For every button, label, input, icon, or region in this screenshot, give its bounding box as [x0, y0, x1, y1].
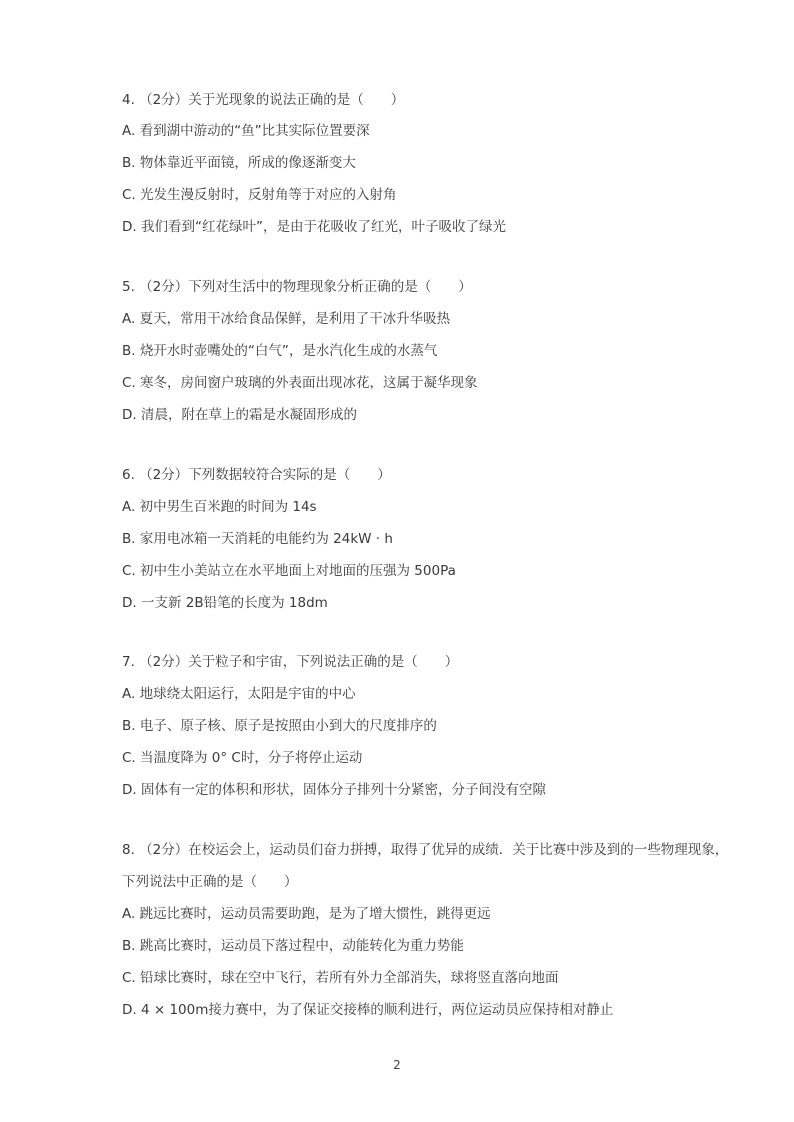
question-8-option-d: D. 4 × 100m接力赛中，为了保证交接棒的顺利进行，两位运动员应保持相对静止	[122, 1002, 614, 1018]
question-5-option-a: A. 夏天，常用干冰给食品保鲜，是利用了干冰升华吸热	[122, 311, 451, 327]
question-6-option-b: B. 家用电冰箱一天消耗的电能约为 24kW · h	[122, 531, 393, 547]
question-7-option-c: C. 当温度降为 0° C时，分子将停止运动	[122, 750, 363, 766]
question-8-option-c: C. 铅球比赛时，球在空中飞行，若所有外力全部消失，球将竖直落向地面	[122, 970, 559, 986]
page-number: 2	[393, 1058, 401, 1072]
question-5-option-c: C. 寒冬，房间窗户玻璃的外表面出现冰花，这属于凝华现象	[122, 375, 478, 391]
question-5-stem: 5. （2分）下列对生活中的物理现象分析正确的是（ ）	[122, 279, 472, 295]
question-8-option-a: A. 跳远比赛时，运动员需要助跑，是为了增大惯性，跳得更远	[122, 906, 491, 922]
question-6-option-d: D. 一支新 2B铅笔的长度为 18dm	[122, 595, 328, 611]
question-6-option-a: A. 初中男生百米跑的时间为 14s	[122, 499, 317, 515]
question-7-option-a: A. 地球绕太阳运行，太阳是宇宙的中心	[122, 686, 356, 702]
question-6-stem: 6. （2分）下列数据较符合实际的是（ ）	[122, 467, 391, 483]
question-5-option-d: D. 清晨，附在草上的霜是水凝固形成的	[122, 407, 357, 423]
question-7-stem: 7. （2分）关于粒子和宇宙，下列说法正确的是（ ）	[122, 654, 459, 670]
question-8-stem-continued: 下列说法中正确的是（ ）	[122, 874, 298, 890]
question-6-option-c: C. 初中生小美站立在水平地面上对地面的压强为 500Pa	[122, 563, 456, 579]
question-4-option-a: A. 看到湖中游动的“鱼”比其实际位置要深	[122, 123, 370, 139]
question-8-option-b: B. 跳高比赛时，运动员下落过程中，动能转化为重力势能	[122, 938, 464, 954]
question-4-option-b: B. 物体靠近平面镜，所成的像逐渐变大	[122, 155, 356, 171]
question-7-option-d: D. 固体有一定的体积和形状，固体分子排列十分紧密，分子间没有空隙	[122, 782, 546, 798]
question-8-stem: 8. （2分）在校运会上，运动员们奋力拼搏，取得了优异的成绩．关于比赛中涉及到的一些物理现象，	[122, 842, 729, 858]
question-5-option-b: B. 烧开水时壶嘴处的“白气”，是水汽化生成的水蒸气	[122, 343, 438, 359]
question-7-option-b: B. 电子、原子核、原子是按照由小到大的尺度排序的	[122, 718, 437, 734]
question-4-option-c: C. 光发生漫反射时，反射角等于对应的入射角	[122, 187, 397, 203]
question-4-stem: 4. （2分）关于光现象的说法正确的是（ ）	[122, 92, 405, 108]
question-4-option-d: D. 我们看到“红花绿叶”，是由于花吸收了红光，叶子吸收了绿光	[122, 219, 506, 235]
